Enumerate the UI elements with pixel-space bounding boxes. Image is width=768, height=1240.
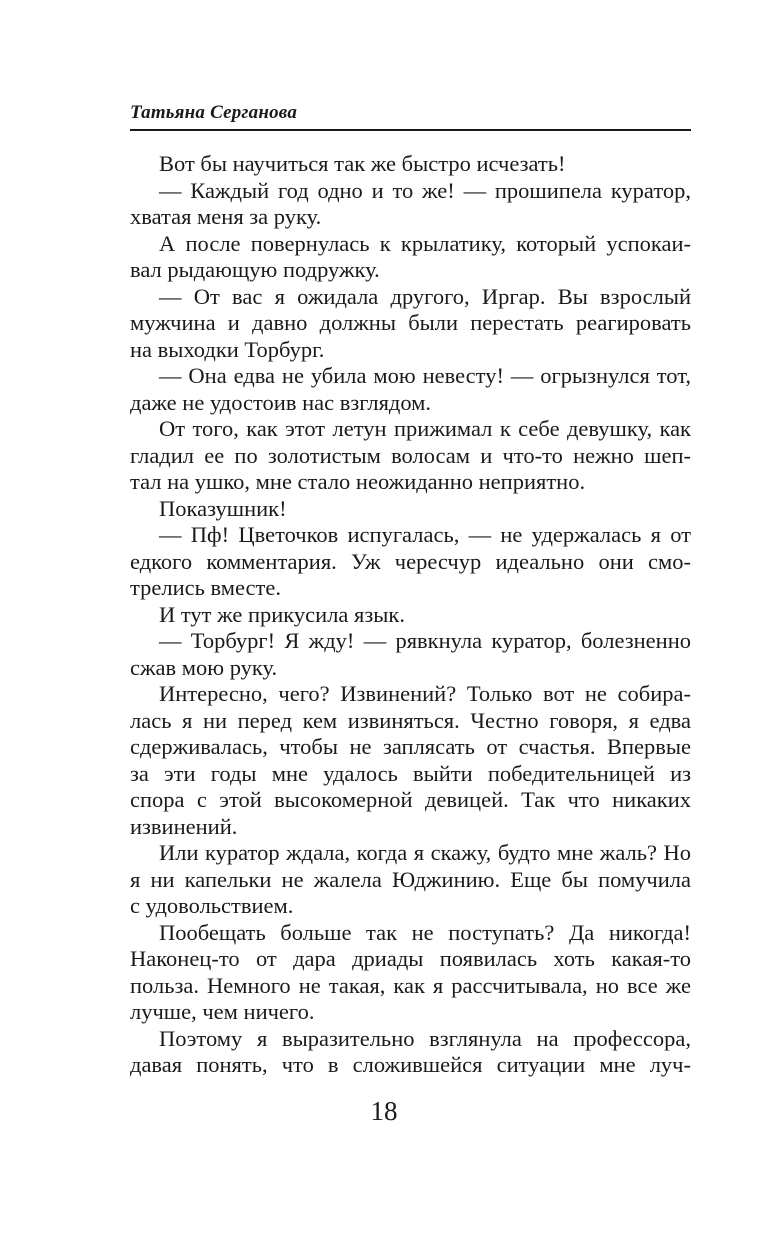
text-line: — Торбург! Я жду! — рявкнула куратор, болезненно bbox=[159, 628, 691, 653]
text-line: Вот бы научиться так же быстро исчезать! bbox=[159, 151, 566, 176]
page-number: 18 bbox=[370, 1096, 398, 1126]
text-line: И тут же прикусила язык. bbox=[159, 601, 405, 627]
text-line: за эти годы мне удалось выйти победительницей из bbox=[130, 760, 691, 786]
text-line: гладил ее по золотистым волосам и что-то нежно шеп- bbox=[130, 442, 691, 468]
text-line: даже не удостоив нас взглядом. bbox=[130, 389, 432, 415]
text-line: вал рыдающую подружку. bbox=[130, 257, 380, 282]
running-header bbox=[130, 100, 691, 131]
text-line: А после повернулась к крылатику, который успокаи- bbox=[159, 230, 691, 256]
text-line: Наконец-то от дара дриады появилась хоть какая-то bbox=[130, 946, 691, 971]
text-line: едкого комментария. Уж чересчур идеально они смо- bbox=[130, 548, 691, 574]
text-line: Интересно, чего? Извинений? Только вот не собира- bbox=[159, 681, 691, 706]
text-line: Или куратор ждала, когда я скажу, будто мне жаль? Но bbox=[159, 840, 691, 865]
text-line: тал на ушко, мне стало неожиданно неприятно. bbox=[130, 469, 586, 494]
text-line: — Она едва не убила мою невесту! — огрызнулся тот, bbox=[159, 363, 691, 388]
text-line: мужчина и давно должны были перестать реагировать bbox=[130, 310, 691, 335]
text-line: польза. Немного не такая, как я рассчитывала, но все же bbox=[130, 972, 691, 998]
text-line: с удовольствием. bbox=[130, 893, 294, 918]
header-rule bbox=[130, 129, 691, 131]
text-line: спора с этой высокомерной девицей. Так что никаких bbox=[130, 787, 691, 812]
text-line: Поэтому я выразительно взглянула на профессора, bbox=[159, 1025, 691, 1051]
author-name: Татьяна Серганова bbox=[130, 102, 298, 123]
text-line: лась я ни перед кем извиняться. Честно говоря, я едва bbox=[130, 707, 691, 733]
text-line: я ни капельки не жалела Юджинию. Еще бы помучила bbox=[130, 866, 691, 892]
text-line: на выходки Торбург. bbox=[130, 336, 325, 362]
text-line: Пообещать больше так не поступать? Да никогда! bbox=[159, 919, 691, 945]
text-line: — Каждый год одно и то же! — прошипела куратор, bbox=[159, 177, 691, 203]
text-line: извинений. bbox=[130, 813, 238, 839]
text-line: лучше, чем ничего. bbox=[130, 999, 315, 1024]
text-line: — От вас я ожидала другого, Иргар. Вы взрослый bbox=[159, 283, 691, 309]
text-line: хватая меня за руку. bbox=[130, 204, 322, 229]
text-line: сжав мою руку. bbox=[130, 654, 278, 680]
text-line: Показушник! bbox=[159, 495, 287, 521]
text-line: сдерживалась, чтобы не заплясать от счастья. Впервые bbox=[130, 734, 691, 759]
text-line: — Пф! Цветочков испугалась, — не удержалась я от bbox=[159, 522, 691, 547]
page-body-text bbox=[130, 151, 691, 1079]
text-line: давая понять, что в сложившейся ситуации мне луч- bbox=[130, 1052, 691, 1077]
text-line: трелись вместе. bbox=[130, 575, 281, 600]
text-line: От того, как этот летун прижимал к себе девушку, как bbox=[159, 416, 691, 441]
